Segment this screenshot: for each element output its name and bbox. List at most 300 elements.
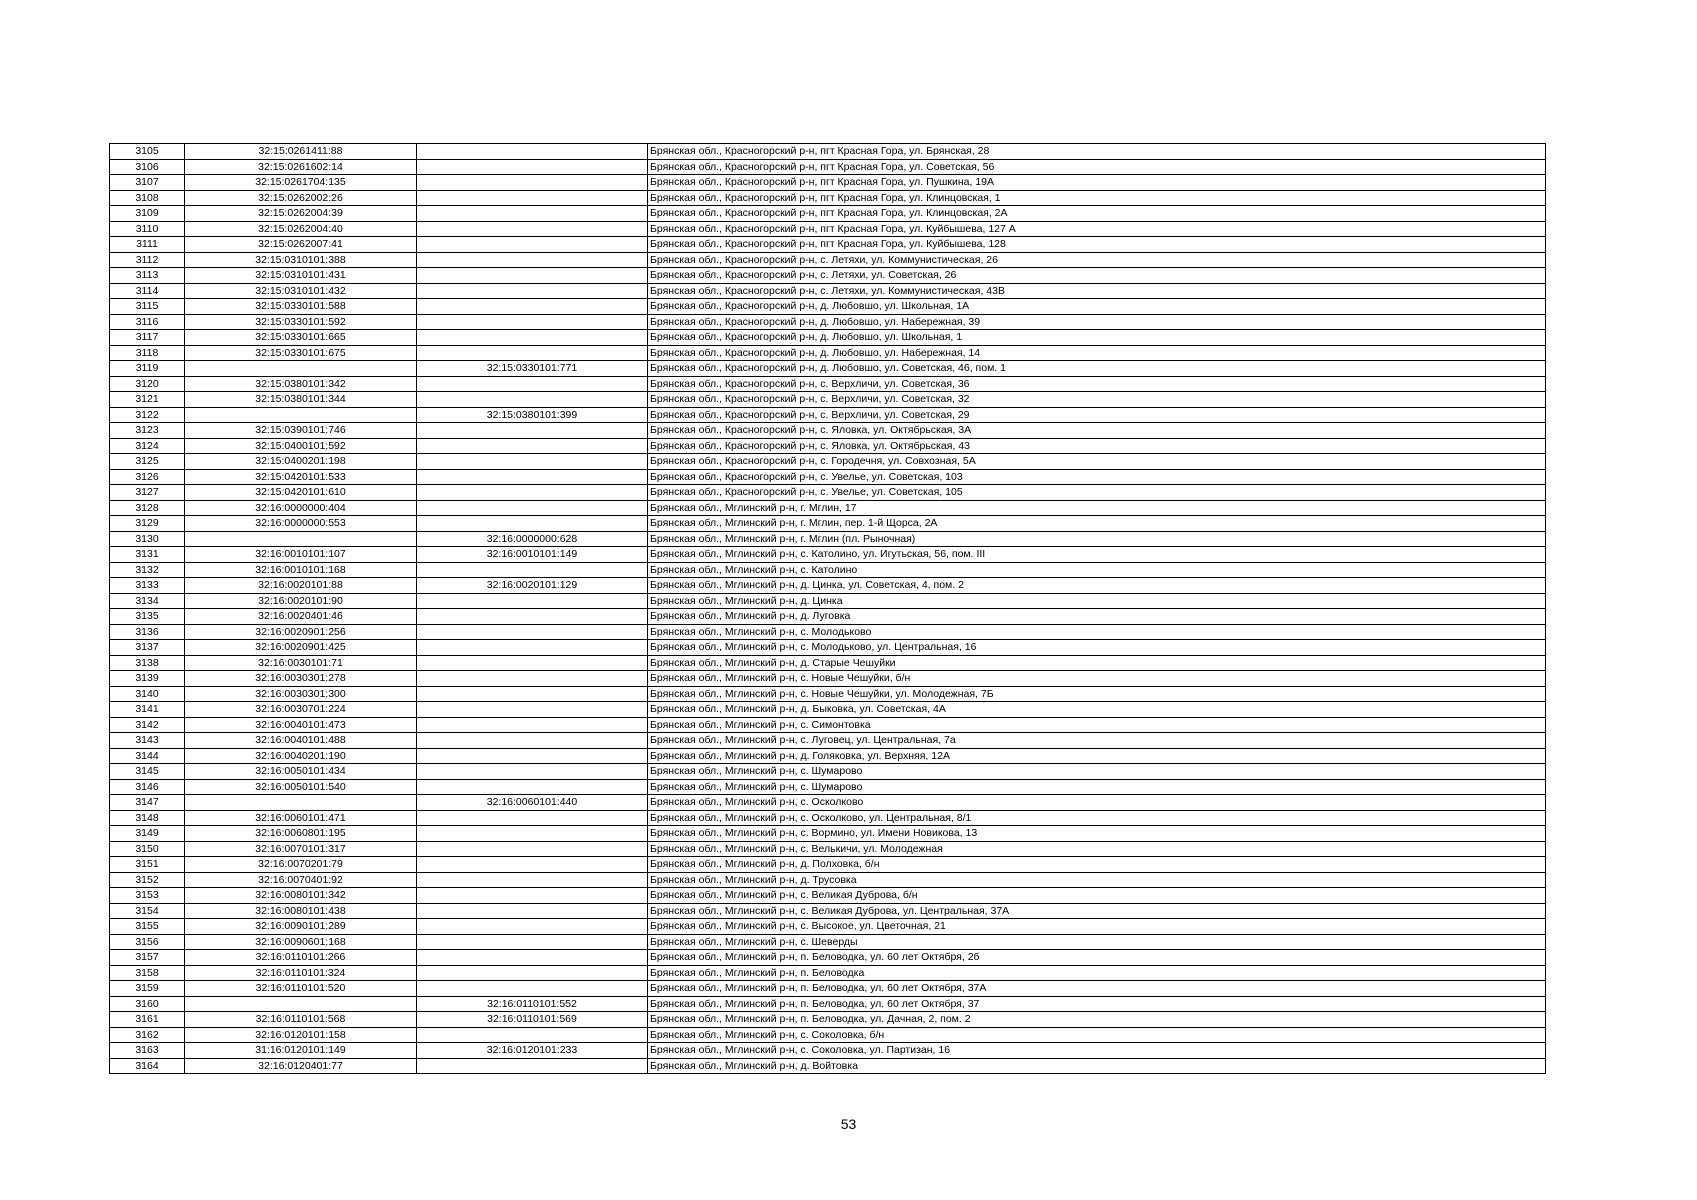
table-row	[110, 299, 1546, 315]
table-row	[110, 857, 1546, 873]
row-number-cell: 3133	[110, 578, 185, 594]
cadastral-number-cell: 32:15:0390101:746	[185, 423, 417, 439]
premises-cadastral-number-cell: 32:15:0330101:771	[417, 361, 648, 377]
address-cell: Брянская обл., Мглинский р-н, п. Беловодка, ул. Дачная, 2, пом. 2	[648, 1012, 1546, 1028]
cadastral-number-cell: 32:16:0030701:224	[185, 702, 417, 718]
cadastral-number-cell: 32:15:0400101:592	[185, 438, 417, 454]
address-cell: Брянская обл., Мглинский р-н, д. Быковка, ул. Советская, 4А	[648, 702, 1546, 718]
cadastral-number-cell: 32:15:0262004:39	[185, 206, 417, 222]
premises-cadastral-number-cell	[417, 934, 648, 950]
address-cell: Брянская обл., Красногорский р-н, пгт Красная Гора, ул. Брянская, 28	[648, 144, 1546, 160]
table-row	[110, 686, 1546, 702]
table-row	[110, 1058, 1546, 1074]
row-number-cell: 3143	[110, 733, 185, 749]
cadastral-number-cell: 32:15:0330101:665	[185, 330, 417, 346]
cadastral-number-cell: 32:15:0330101:588	[185, 299, 417, 315]
table-row	[110, 330, 1546, 346]
table-row	[110, 810, 1546, 826]
premises-cadastral-number-cell	[417, 826, 648, 842]
row-number-cell: 3120	[110, 376, 185, 392]
address-cell: Брянская обл., Мглинский р-н, д. Трусовка	[648, 872, 1546, 888]
table-row	[110, 485, 1546, 501]
address-cell: Брянская обл., Мглинский р-н, д. Голяковка, ул. Верхняя, 12А	[648, 748, 1546, 764]
address-cell: Брянская обл., Мглинский р-н, с. Шумарово	[648, 779, 1546, 795]
premises-cadastral-number-cell	[417, 872, 648, 888]
address-cell: Брянская обл., Красногорский р-н, пгт Красная Гора, ул. Клинцовская, 1	[648, 190, 1546, 206]
premises-cadastral-number-cell	[417, 919, 648, 935]
table-row	[110, 609, 1546, 625]
cadastral-number-cell: 32:16:0090101:289	[185, 919, 417, 935]
row-number-cell: 3129	[110, 516, 185, 532]
premises-cadastral-number-cell	[417, 733, 648, 749]
row-number-cell: 3122	[110, 407, 185, 423]
cadastral-number-cell: 32:15:0261411:88	[185, 144, 417, 160]
row-number-cell: 3147	[110, 795, 185, 811]
premises-cadastral-number-cell	[417, 345, 648, 361]
premises-cadastral-number-cell	[417, 671, 648, 687]
address-cell: Брянская обл., Красногорский р-н, с. Увелье, ул. Советская, 103	[648, 469, 1546, 485]
row-number-cell: 3127	[110, 485, 185, 501]
premises-cadastral-number-cell: 32:16:0010101:149	[417, 547, 648, 563]
cadastral-number-cell: 32:16:0070201:79	[185, 857, 417, 873]
address-cell: Брянская обл., Красногорский р-н, с. Верхличи, ул. Советская, 29	[648, 407, 1546, 423]
address-cell: Брянская обл., Красногорский р-н, с. Яловка, ул. Октябрьская, 3А	[648, 423, 1546, 439]
cadastral-number-cell: 32:15:0330101:592	[185, 314, 417, 330]
table-row	[110, 376, 1546, 392]
premises-cadastral-number-cell	[417, 206, 648, 222]
address-cell: Брянская обл., Мглинский р-н, п. Беловодка, ул. 60 лет Октября, 37	[648, 996, 1546, 1012]
row-number-cell: 3152	[110, 872, 185, 888]
table-row	[110, 640, 1546, 656]
table-row	[110, 454, 1546, 470]
cadastral-number-cell: 32:16:0030301:278	[185, 671, 417, 687]
premises-cadastral-number-cell	[417, 330, 648, 346]
cadastral-number-cell: 32:15:0330101:675	[185, 345, 417, 361]
table-row	[110, 237, 1546, 253]
table-row	[110, 795, 1546, 811]
cadastral-number-cell: 32:16:0000000:404	[185, 500, 417, 516]
address-cell: Брянская обл., Мглинский р-н, г. Мглин, 17	[648, 500, 1546, 516]
premises-cadastral-number-cell	[417, 655, 648, 671]
address-cell: Брянская обл., Мглинский р-н, с. Великая Дуброва, ул. Центральная, 37А	[648, 903, 1546, 919]
address-cell: Брянская обл., Красногорский р-н, пгт Красная Гора, ул. Клинцовская, 2А	[648, 206, 1546, 222]
table-row	[110, 392, 1546, 408]
address-cell: Брянская обл., Красногорский р-н, с. Летяхи, ул. Коммунистическая, 43В	[648, 283, 1546, 299]
premises-cadastral-number-cell: 32:15:0380101:399	[417, 407, 648, 423]
address-cell: Брянская обл., Красногорский р-н, с. Верхличи, ул. Советская, 36	[648, 376, 1546, 392]
cadastral-number-cell	[185, 996, 417, 1012]
address-cell: Брянская обл., Красногорский р-н, с. Яловка, ул. Октябрьская, 43	[648, 438, 1546, 454]
address-cell: Брянская обл., Мглинский р-н, с. Молодьково, ул. Центральная, 16	[648, 640, 1546, 656]
table-row	[110, 159, 1546, 175]
cadastral-number-cell: 31:16:0120101:149	[185, 1043, 417, 1059]
premises-cadastral-number-cell	[417, 252, 648, 268]
row-number-cell: 3131	[110, 547, 185, 563]
row-number-cell: 3146	[110, 779, 185, 795]
row-number-cell: 3121	[110, 392, 185, 408]
row-number-cell: 3135	[110, 609, 185, 625]
table-row	[110, 531, 1546, 547]
premises-cadastral-number-cell	[417, 562, 648, 578]
premises-cadastral-number-cell	[417, 376, 648, 392]
address-cell: Брянская обл., Мглинский р-н, г. Мглин, пер. 1-й Щорса, 2А	[648, 516, 1546, 532]
premises-cadastral-number-cell	[417, 748, 648, 764]
cadastral-number-cell: 32:16:0050101:434	[185, 764, 417, 780]
row-number-cell: 3117	[110, 330, 185, 346]
address-cell: Брянская обл., Мглинский р-н, д. Луговка	[648, 609, 1546, 625]
table-row	[110, 919, 1546, 935]
cadastral-number-cell: 32:16:0060801:195	[185, 826, 417, 842]
premises-cadastral-number-cell	[417, 454, 648, 470]
table-row	[110, 671, 1546, 687]
table-row	[110, 562, 1546, 578]
cadastral-number-cell: 32:16:0040101:488	[185, 733, 417, 749]
row-number-cell: 3134	[110, 593, 185, 609]
row-number-cell: 3116	[110, 314, 185, 330]
cadastral-number-cell: 32:15:0261704:135	[185, 175, 417, 191]
premises-cadastral-number-cell	[417, 779, 648, 795]
row-number-cell: 3138	[110, 655, 185, 671]
premises-cadastral-number-cell	[417, 500, 648, 516]
row-number-cell: 3113	[110, 268, 185, 284]
table-row	[110, 144, 1546, 160]
cadastral-number-cell: 32:16:0110101:266	[185, 950, 417, 966]
premises-cadastral-number-cell	[417, 221, 648, 237]
row-number-cell: 3160	[110, 996, 185, 1012]
table-row	[110, 469, 1546, 485]
premises-cadastral-number-cell	[417, 981, 648, 997]
row-number-cell: 3114	[110, 283, 185, 299]
premises-cadastral-number-cell	[417, 392, 648, 408]
cadastral-number-cell: 32:16:0070101:317	[185, 841, 417, 857]
table-row	[110, 872, 1546, 888]
address-cell: Брянская обл., Мглинский р-н, с. Соколовка, б/н	[648, 1027, 1546, 1043]
row-number-cell: 3151	[110, 857, 185, 873]
cadastral-number-cell: 32:15:0400201:198	[185, 454, 417, 470]
table-row	[110, 702, 1546, 718]
table-row	[110, 748, 1546, 764]
row-number-cell: 3163	[110, 1043, 185, 1059]
premises-cadastral-number-cell	[417, 283, 648, 299]
premises-cadastral-number-cell	[417, 686, 648, 702]
premises-cadastral-number-cell	[417, 516, 648, 532]
premises-cadastral-number-cell	[417, 438, 648, 454]
premises-cadastral-number-cell	[417, 609, 648, 625]
row-number-cell: 3111	[110, 237, 185, 253]
premises-cadastral-number-cell	[417, 624, 648, 640]
cadastral-number-cell: 32:16:0120101:158	[185, 1027, 417, 1043]
address-cell: Брянская обл., Мглинский р-н, с. Католино	[648, 562, 1546, 578]
table-row	[110, 221, 1546, 237]
address-cell: Брянская обл., Мглинский р-н, д. Войтовка	[648, 1058, 1546, 1074]
cadastral-number-cell	[185, 361, 417, 377]
address-cell: Брянская обл., Красногорский р-н, пгт Красная Гора, ул. Пушкина, 19А	[648, 175, 1546, 191]
row-number-cell: 3159	[110, 981, 185, 997]
table-row	[110, 1027, 1546, 1043]
cadastral-number-cell: 32:16:0040101:473	[185, 717, 417, 733]
row-number-cell: 3161	[110, 1012, 185, 1028]
address-cell: Брянская обл., Мглинский р-н, д. Полховка, б/н	[648, 857, 1546, 873]
address-cell: Брянская обл., Красногорский р-н, д. Любовшо, ул. Набережная, 14	[648, 345, 1546, 361]
address-cell: Брянская обл., Мглинский р-н, д. Старые Чешуйки	[648, 655, 1546, 671]
premises-cadastral-number-cell	[417, 1058, 648, 1074]
row-number-cell: 3145	[110, 764, 185, 780]
row-number-cell: 3124	[110, 438, 185, 454]
premises-cadastral-number-cell	[417, 965, 648, 981]
address-cell: Брянская обл., Мглинский р-н, с. Высокое, ул. Цветочная, 21	[648, 919, 1546, 935]
table-row	[110, 190, 1546, 206]
address-cell: Брянская обл., Мглинский р-н, с. Осколково	[648, 795, 1546, 811]
row-number-cell: 3126	[110, 469, 185, 485]
cadastral-number-cell: 32:16:0120401:77	[185, 1058, 417, 1074]
row-number-cell: 3149	[110, 826, 185, 842]
cadastral-number-cell: 32:16:0010101:168	[185, 562, 417, 578]
row-number-cell: 3153	[110, 888, 185, 904]
cadastral-number-cell: 32:15:0380101:342	[185, 376, 417, 392]
cadastral-number-cell: 32:16:0110101:568	[185, 1012, 417, 1028]
address-cell: Брянская обл., Мглинский р-н, с. Осколково, ул. Центральная, 8/1	[648, 810, 1546, 826]
row-number-cell: 3108	[110, 190, 185, 206]
premises-cadastral-number-cell	[417, 299, 648, 315]
table-row	[110, 779, 1546, 795]
address-cell: Брянская обл., Мглинский р-н, с. Католино, ул. Игутьская, 56, пом. III	[648, 547, 1546, 563]
table-row	[110, 407, 1546, 423]
cadastral-number-cell: 32:16:0000000:553	[185, 516, 417, 532]
address-cell: Брянская обл., Красногорский р-н, д. Любовшо, ул. Набережная, 39	[648, 314, 1546, 330]
address-cell: Брянская обл., Красногорский р-н, с. Летяхи, ул. Советская, 26	[648, 268, 1546, 284]
row-number-cell: 3148	[110, 810, 185, 826]
address-cell: Брянская обл., Красногорский р-н, пгт Красная Гора, ул. Куйбышева, 128	[648, 237, 1546, 253]
page-number: 53	[840, 1116, 857, 1132]
address-cell: Брянская обл., Красногорский р-н, д. Любовшо, ул. Школьная, 1	[648, 330, 1546, 346]
address-cell: Брянская обл., Красногорский р-н, д. Любовшо, ул. Советская, 46, пом. 1	[648, 361, 1546, 377]
address-cell: Брянская обл., Красногорский р-н, с. Городечня, ул. Совхозная, 5А	[648, 454, 1546, 470]
cadastral-number-cell	[185, 407, 417, 423]
row-number-cell: 3130	[110, 531, 185, 547]
cadastral-number-cell: 32:15:0380101:344	[185, 392, 417, 408]
cadastral-number-cell: 32:16:0080101:438	[185, 903, 417, 919]
premises-cadastral-number-cell: 32:16:0020101:129	[417, 578, 648, 594]
row-number-cell: 3154	[110, 903, 185, 919]
table-row	[110, 903, 1546, 919]
premises-cadastral-number-cell: 32:16:0060101:440	[417, 795, 648, 811]
address-cell: Брянская обл., Мглинский р-н, с. Вормино, ул. Имени Новикова, 13	[648, 826, 1546, 842]
cadastral-number-cell: 32:15:0310101:432	[185, 283, 417, 299]
table-row	[110, 438, 1546, 454]
table-row	[110, 996, 1546, 1012]
table-row	[110, 252, 1546, 268]
premises-cadastral-number-cell	[417, 237, 648, 253]
premises-cadastral-number-cell	[417, 144, 648, 160]
premises-cadastral-number-cell: 32:16:0120101:233	[417, 1043, 648, 1059]
row-number-cell: 3115	[110, 299, 185, 315]
row-number-cell: 3123	[110, 423, 185, 439]
address-cell: Брянская обл., Мглинский р-н, с. Соколовка, ул. Партизан, 16	[648, 1043, 1546, 1059]
address-cell: Брянская обл., Мглинский р-н, с. Луговец, ул. Центральная, 7а	[648, 733, 1546, 749]
cadastral-number-cell: 32:16:0030101:71	[185, 655, 417, 671]
address-cell: Брянская обл., Красногорский р-н, пгт Красная Гора, ул. Советская, 56	[648, 159, 1546, 175]
row-number-cell: 3118	[110, 345, 185, 361]
address-cell: Брянская обл., Мглинский р-н, д. Цинка	[648, 593, 1546, 609]
address-cell: Брянская обл., Красногорский р-н, с. Увелье, ул. Советская, 105	[648, 485, 1546, 501]
cadastral-number-cell: 32:16:0110101:520	[185, 981, 417, 997]
premises-cadastral-number-cell	[417, 841, 648, 857]
row-number-cell: 3156	[110, 934, 185, 950]
table-row	[110, 500, 1546, 516]
address-cell: Брянская обл., Мглинский р-н, п. Беловодка, ул. 60 лет Октября, 37А	[648, 981, 1546, 997]
table-row	[110, 826, 1546, 842]
row-number-cell: 3105	[110, 144, 185, 160]
premises-cadastral-number-cell	[417, 1027, 648, 1043]
table-row	[110, 345, 1546, 361]
cadastral-number-cell: 32:15:0420101:610	[185, 485, 417, 501]
cadastral-number-cell: 32:15:0420101:533	[185, 469, 417, 485]
row-number-cell: 3157	[110, 950, 185, 966]
table-row	[110, 1043, 1546, 1059]
address-cell: Брянская обл., Мглинский р-н, п. Беловодка	[648, 965, 1546, 981]
row-number-cell: 3110	[110, 221, 185, 237]
premises-cadastral-number-cell: 32:16:0110101:552	[417, 996, 648, 1012]
table-row	[110, 206, 1546, 222]
address-cell: Брянская обл., Мглинский р-н, г. Мглин (пл. Рыночная)	[648, 531, 1546, 547]
table-row	[110, 655, 1546, 671]
premises-cadastral-number-cell	[417, 469, 648, 485]
row-number-cell: 3109	[110, 206, 185, 222]
address-cell: Брянская обл., Мглинский р-н, с. Симонтовка	[648, 717, 1546, 733]
cadastral-number-cell: 32:16:0040201:190	[185, 748, 417, 764]
table-row	[110, 593, 1546, 609]
table-row	[110, 965, 1546, 981]
premises-cadastral-number-cell	[417, 268, 648, 284]
row-number-cell: 3119	[110, 361, 185, 377]
table-row	[110, 423, 1546, 439]
cadastral-number-cell: 32:16:0070401:92	[185, 872, 417, 888]
address-cell: Брянская обл., Мглинский р-н, с. Шумарово	[648, 764, 1546, 780]
cadastral-number-cell: 32:15:0262007:41	[185, 237, 417, 253]
cadastral-number-cell	[185, 531, 417, 547]
cadastral-number-cell: 32:15:0310101:431	[185, 268, 417, 284]
cadastral-number-cell: 32:15:0262004:40	[185, 221, 417, 237]
table-row	[110, 283, 1546, 299]
cadastral-number-cell: 32:16:0050101:540	[185, 779, 417, 795]
cadastral-number-cell: 32:16:0020101:90	[185, 593, 417, 609]
premises-cadastral-number-cell	[417, 702, 648, 718]
premises-cadastral-number-cell	[417, 485, 648, 501]
row-number-cell: 3144	[110, 748, 185, 764]
premises-cadastral-number-cell	[417, 903, 648, 919]
cadastral-number-cell: 32:16:0080101:342	[185, 888, 417, 904]
address-cell: Брянская обл., Мглинский р-н, с. Молодьково	[648, 624, 1546, 640]
address-cell: Брянская обл., Мглинский р-н, с. Велькичи, ул. Молодежная	[648, 841, 1546, 857]
table-row	[110, 733, 1546, 749]
table-row	[110, 1012, 1546, 1028]
cadastral-number-cell: 32:16:0030301:300	[185, 686, 417, 702]
premises-cadastral-number-cell	[417, 950, 648, 966]
cadastral-number-cell: 32:16:0020101:88	[185, 578, 417, 594]
cadastral-number-cell	[185, 795, 417, 811]
table-row	[110, 717, 1546, 733]
premises-cadastral-number-cell	[417, 888, 648, 904]
table-row	[110, 934, 1546, 950]
address-cell: Брянская обл., Мглинский р-н, с. Новые Чешуйки, б/н	[648, 671, 1546, 687]
cadastral-number-cell: 32:15:0310101:388	[185, 252, 417, 268]
row-number-cell: 3132	[110, 562, 185, 578]
table-row	[110, 268, 1546, 284]
premises-cadastral-number-cell	[417, 593, 648, 609]
row-number-cell: 3137	[110, 640, 185, 656]
row-number-cell: 3106	[110, 159, 185, 175]
row-number-cell: 3140	[110, 686, 185, 702]
table-row	[110, 547, 1546, 563]
row-number-cell: 3142	[110, 717, 185, 733]
table-row	[110, 888, 1546, 904]
premises-cadastral-number-cell	[417, 857, 648, 873]
cadastral-number-cell: 32:15:0262002:26	[185, 190, 417, 206]
premises-cadastral-number-cell	[417, 190, 648, 206]
cadastral-number-cell: 32:16:0110101:324	[185, 965, 417, 981]
address-cell: Брянская обл., Мглинский р-н, с. Шеверды	[648, 934, 1546, 950]
cadastral-number-cell: 32:16:0090601:168	[185, 934, 417, 950]
row-number-cell: 3164	[110, 1058, 185, 1074]
cadastral-number-cell: 32:16:0020901:256	[185, 624, 417, 640]
table-row	[110, 361, 1546, 377]
table-row	[110, 841, 1546, 857]
premises-cadastral-number-cell	[417, 175, 648, 191]
premises-cadastral-number-cell	[417, 314, 648, 330]
cadastral-number-cell: 32:16:0020401:46	[185, 609, 417, 625]
row-number-cell: 3158	[110, 965, 185, 981]
address-cell: Брянская обл., Красногорский р-н, д. Любовшо, ул. Школьная, 1А	[648, 299, 1546, 315]
register-table	[109, 143, 1546, 1074]
table-row	[110, 981, 1546, 997]
cadastral-number-cell: 32:16:0010101:107	[185, 547, 417, 563]
address-cell: Брянская обл., Мглинский р-н, д. Цинка, ул. Советская, 4, пом. 2	[648, 578, 1546, 594]
register-table-body	[110, 144, 1546, 1074]
cadastral-number-cell: 32:15:0261602:14	[185, 159, 417, 175]
table-row	[110, 624, 1546, 640]
row-number-cell: 3141	[110, 702, 185, 718]
address-cell: Брянская обл., Красногорский р-н, пгт Красная Гора, ул. Куйбышева, 127 А	[648, 221, 1546, 237]
cadastral-number-cell: 32:16:0060101:471	[185, 810, 417, 826]
premises-cadastral-number-cell	[417, 764, 648, 780]
address-cell: Брянская обл., Красногорский р-н, с. Летяхи, ул. Коммунистическая, 26	[648, 252, 1546, 268]
row-number-cell: 3162	[110, 1027, 185, 1043]
premises-cadastral-number-cell: 32:16:0000000:628	[417, 531, 648, 547]
table-row	[110, 578, 1546, 594]
row-number-cell: 3125	[110, 454, 185, 470]
row-number-cell: 3150	[110, 841, 185, 857]
premises-cadastral-number-cell	[417, 640, 648, 656]
table-row	[110, 175, 1546, 191]
table-row	[110, 764, 1546, 780]
premises-cadastral-number-cell	[417, 423, 648, 439]
cadastral-number-cell: 32:16:0020901:425	[185, 640, 417, 656]
premises-cadastral-number-cell	[417, 810, 648, 826]
row-number-cell: 3139	[110, 671, 185, 687]
address-cell: Брянская обл., Мглинский р-н, с. Новые Чешуйки, ул. Молодежная, 7Б	[648, 686, 1546, 702]
table-row	[110, 516, 1546, 532]
table-row	[110, 950, 1546, 966]
row-number-cell: 3107	[110, 175, 185, 191]
address-cell: Брянская обл., Мглинский р-н, п. Беловодка, ул. 60 лет Октября, 2б	[648, 950, 1546, 966]
row-number-cell: 3155	[110, 919, 185, 935]
premises-cadastral-number-cell	[417, 717, 648, 733]
premises-cadastral-number-cell	[417, 159, 648, 175]
row-number-cell: 3128	[110, 500, 185, 516]
premises-cadastral-number-cell: 32:16:0110101:569	[417, 1012, 648, 1028]
address-cell: Брянская обл., Мглинский р-н, с. Великая Дуброва, б/н	[648, 888, 1546, 904]
row-number-cell: 3136	[110, 624, 185, 640]
